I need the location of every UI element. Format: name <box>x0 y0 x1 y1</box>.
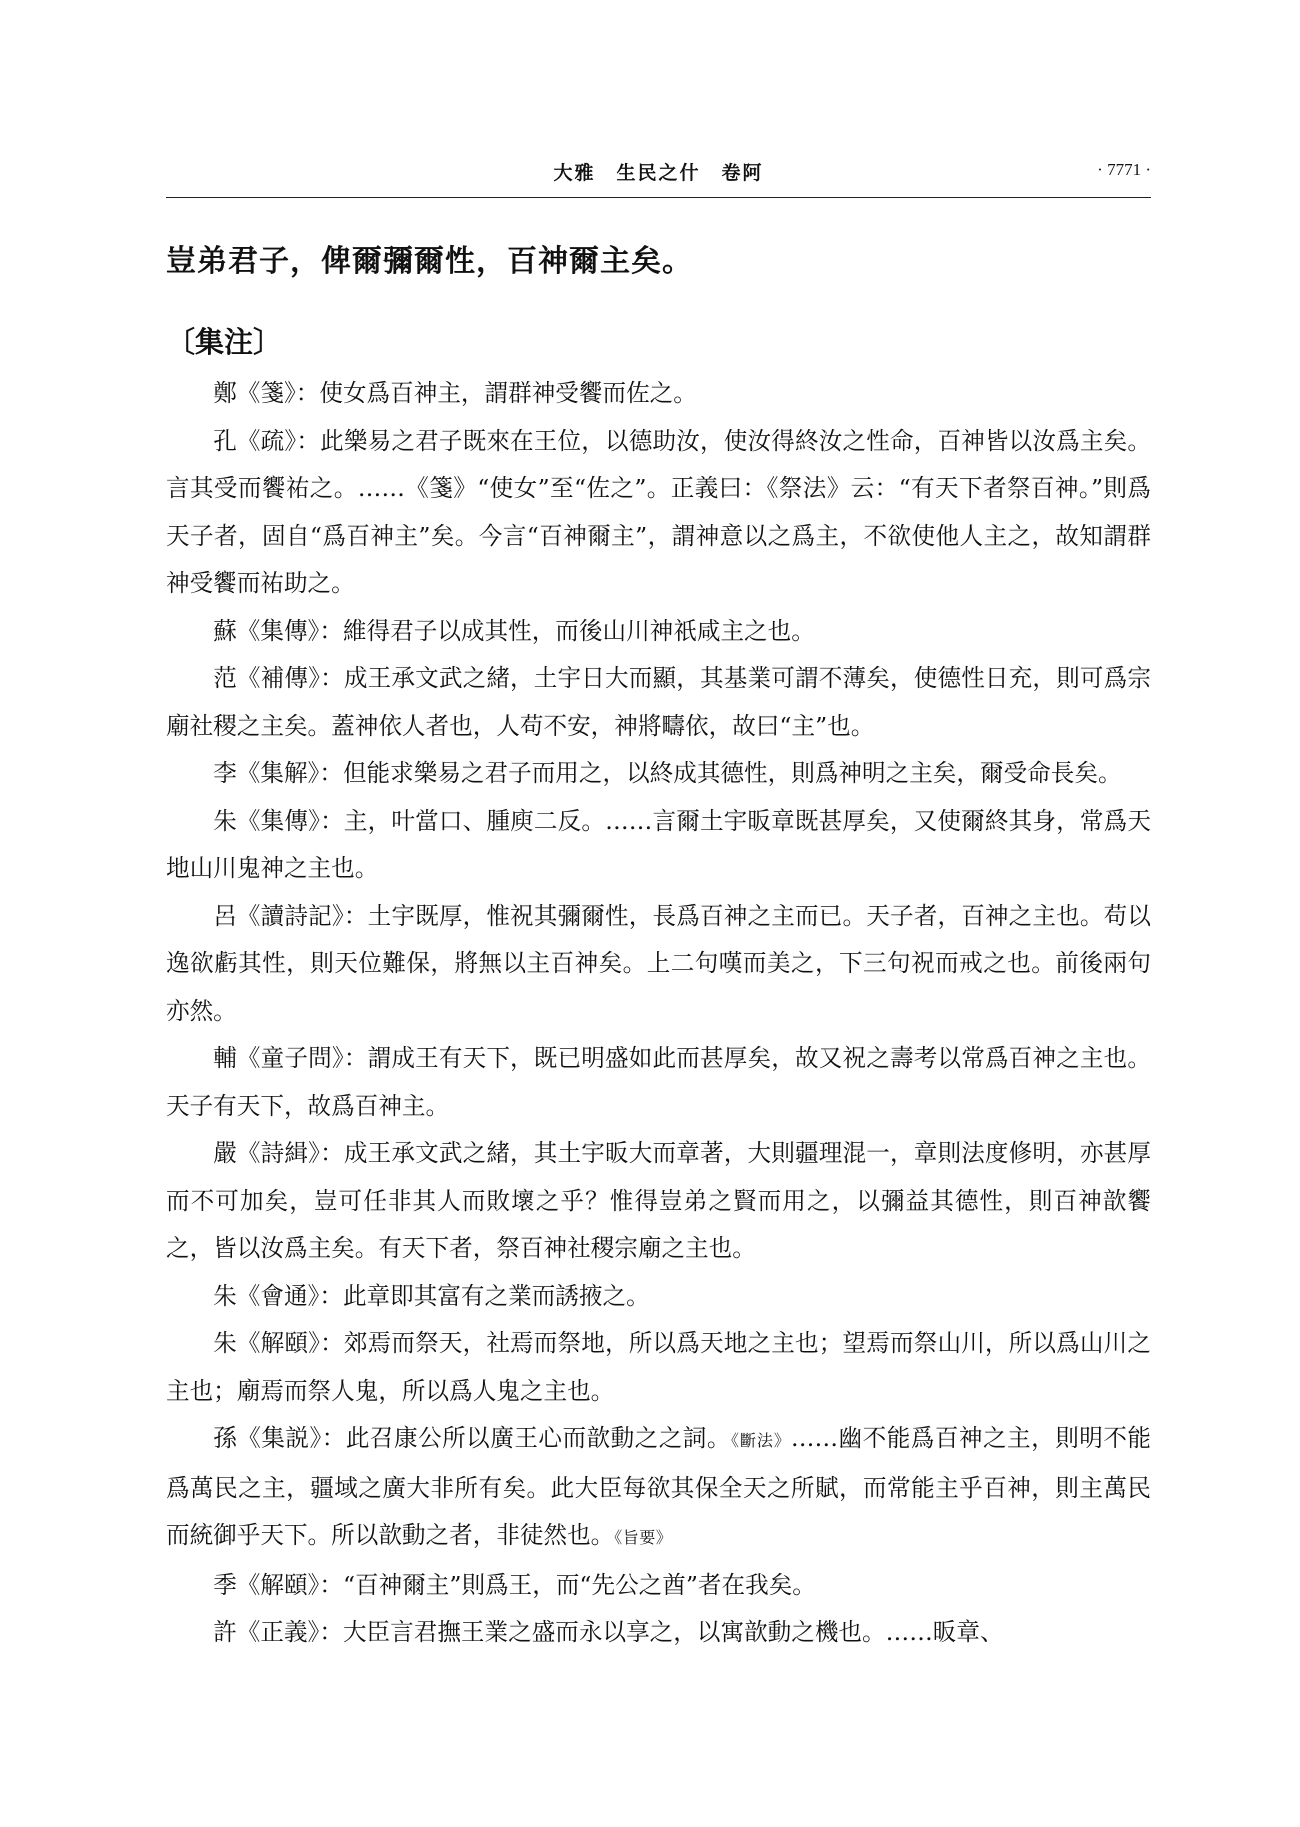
commentary-paragraph <box>166 1609 1151 1657</box>
commentary-text: 范《補傳》：成王承文武之緒，土宇日大而顯，其基業可謂不薄矣，使德性日充，則可爲宗廟社稷之主矣。蓋神依人者也，人苟不安，神將疇依，故曰“主”也。 <box>166 664 1151 740</box>
commentary-text: 孫《集説》：此召康公所以廣王心而歆動之之詞。 <box>213 1424 731 1452</box>
commentary-text: ……幽不能爲百神之主，則明不能爲萬民之主，疆域之廣大非所有矣。此大臣每欲其保全天之所賦，而常能主乎百神，則主萬民而統御乎天下。所以歆動之者，非徒然也。 <box>166 1424 1152 1549</box>
commentary-text: 朱《解頤》：郊焉而祭天，社焉而祭地，所以爲天地之主也；望焉而祭山川，所以爲山川之主也；廟焉而祭人鬼，所以爲人鬼之主也。 <box>166 1329 1151 1405</box>
header-rule <box>166 197 1151 198</box>
commentary-text: 呂《讀詩記》：土宇既厚，惟祝其彌爾性，長爲百神之主而已。天子者，百神之主也。苟以逸欲虧其性，則天位難保，將無以主百神矣。上二句嘆而美之，下三句祝而戒之也。前後兩句亦然。 <box>166 901 1151 1025</box>
commentary-paragraph <box>166 1035 1151 1130</box>
commentary-text: 蘇《集傳》：維得君子以成其性，而後山川神祇咸主之也。 <box>213 616 815 645</box>
commentary-text: 嚴《詩緝》：成王承文武之緒，其土宇昄大而章著，大則疆理混一，章則法度修明，亦甚厚而不可加矣，豈可任非其人而敗壞之乎？惟得豈弟之賢而用之，以彌益其德性，則百神歆饗之，皆以汝爲主矣。有天下者，祭百神社稷宗廟之主也。 <box>166 1139 1151 1262</box>
commentary-text: 朱《會通》：此章即其富有之業而誘掖之。 <box>213 1281 650 1310</box>
commentary-paragraph <box>166 1130 1151 1273</box>
commentary-paragraph <box>166 1415 1151 1562</box>
commentary-paragraph <box>166 370 1151 418</box>
commentary-text: 孔《疏》：此樂易之君子既來在王位，以德助汝，使汝得終汝之性命，百神皆以汝爲主矣。言其受而饗祐之。……《箋》“使女”至“佐之”。正義曰：《祭法》云：“有天下者祭百神。”則爲天子者，固自“爲百神主”矣。今言“百神爾主”，謂神意以之爲主，不欲使他人主之，故知謂群神受饗而祐助之。 <box>166 426 1151 597</box>
verse-heading: 豈弟君子，俾爾彌爾性，百神爾主矣。 <box>166 244 693 279</box>
source-note: 《旨要》 <box>614 1528 673 1547</box>
commentary-paragraph <box>166 418 1151 608</box>
commentary-paragraph <box>166 608 1151 656</box>
commentary-paragraph <box>166 893 1151 1036</box>
commentary-paragraph <box>166 655 1151 750</box>
commentary-paragraph <box>166 1562 1151 1610</box>
commentary-paragraph <box>166 1320 1151 1415</box>
commentary-paragraph <box>166 750 1151 798</box>
commentary-text: 輔《童子問》：謂成王有天下，既已明盛如此而甚厚矣，故又祝之壽考以常爲百神之主也。天子有天下，故爲百神主。 <box>166 1044 1151 1120</box>
commentary-text: 季《解頤》：“百神爾主”則爲王，而“先公之酋”者在我矣。 <box>213 1570 816 1599</box>
running-header <box>166 158 1151 198</box>
section-label: 〔集注〕 <box>166 325 283 359</box>
running-title: 大雅 生民之什 卷阿 <box>553 162 764 184</box>
page-number: · 7771 · <box>1097 160 1151 179</box>
commentary-body <box>166 370 1151 1657</box>
commentary-text: 李《集解》：但能求樂易之君子而用之，以終成其德性，則爲神明之主矣，爾受命長矣。 <box>213 759 1122 787</box>
commentary-text: 鄭《箋》：使女爲百神主，謂群神受饗而佐之。 <box>213 379 697 407</box>
commentary-paragraph <box>166 1273 1151 1321</box>
commentary-text: 許《正義》：大臣言君撫王業之盛而永以享之，以寓歆動之機也。……昄章、 <box>213 1618 1004 1646</box>
commentary-text: 朱《集傳》：主，叶當口、腫庾二反。……言爾土宇昄章既甚厚矣，又使爾終其身，常爲天地山川鬼神之主也。 <box>166 806 1151 882</box>
commentary-paragraph <box>166 798 1151 893</box>
source-note: 《斷法》 <box>730 1431 791 1450</box>
